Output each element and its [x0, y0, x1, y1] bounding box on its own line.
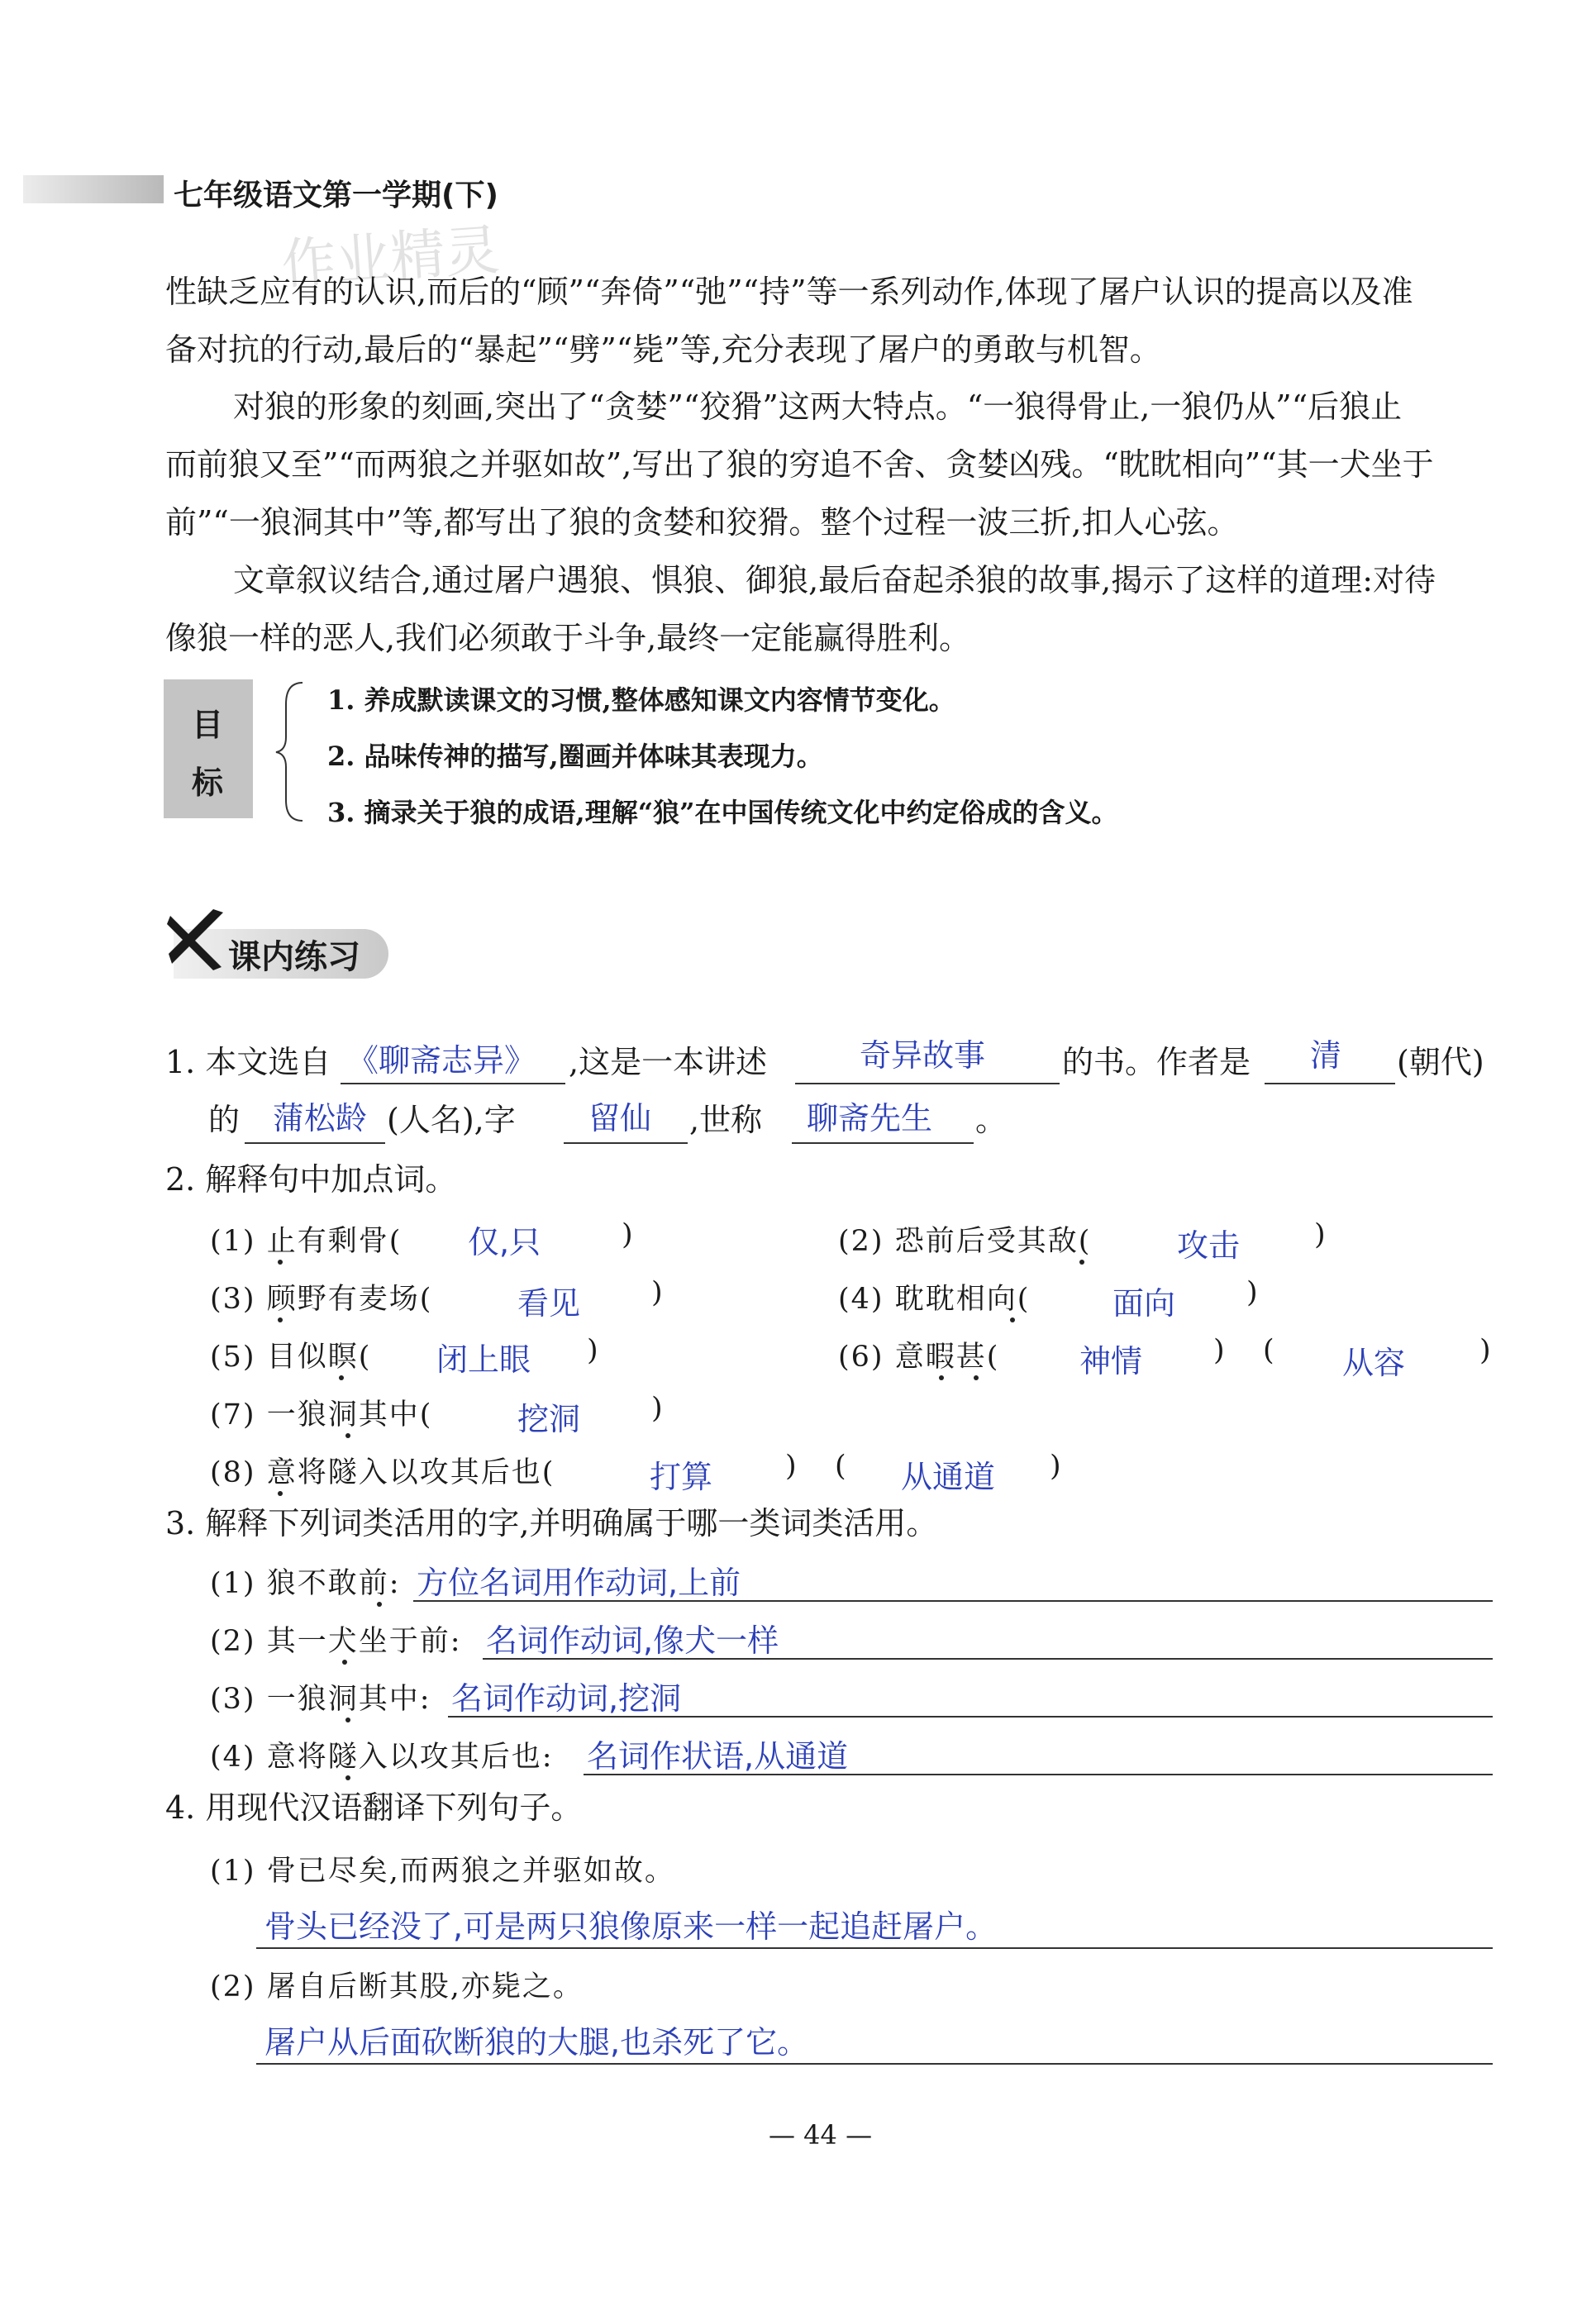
q2-close-5: ) [587, 1334, 598, 1367]
q1-blank-zi[interactable] [564, 1142, 688, 1144]
q1-text-d: (朝代) [1397, 1044, 1484, 1080]
q2-item-3: (3) 顾野有麦场( [210, 1283, 433, 1316]
q3-answer-line-3[interactable] [448, 1716, 1493, 1718]
q2-answer2-6: 从容 [1342, 1345, 1406, 1381]
q3-item-2: (2) 其一犬坐于前: [210, 1625, 462, 1658]
goal-item-3: 3. 摘录关于狼的成语,理解“狼”在中国传统文化中约定俗成的含义。 [327, 797, 1118, 828]
emphasis-dot [1010, 1317, 1015, 1322]
q1-blank-content[interactable] [795, 1083, 1060, 1084]
emphasis-dot [278, 1317, 283, 1322]
q3-answer-3: 名词作动词,挖洞 [451, 1680, 682, 1717]
q2-answer-7: 挖洞 [517, 1401, 581, 1437]
q4-answer-line-2[interactable] [256, 2063, 1493, 2065]
emphasis-dot [377, 1602, 382, 1607]
q1-text-a: 1. 本文选自 [165, 1044, 331, 1080]
q2-close2-6: ) [1479, 1334, 1491, 1367]
section-title: 课内练习 [228, 938, 360, 976]
q1-text-g: ,世称 [689, 1102, 763, 1138]
emphasis-dot [974, 1375, 979, 1380]
emphasis-dot [345, 1433, 350, 1438]
q3-item-4: (4) 意将隧入以攻其后也: [210, 1741, 554, 1774]
q2-item-4: (4) 耽耽相向( [838, 1283, 1031, 1316]
q2-close-1: ) [622, 1218, 633, 1251]
emphasis-dot [939, 1375, 944, 1380]
q1-blank-dynasty[interactable] [1265, 1083, 1395, 1084]
q3-answer-2: 名词作动词,像犬一样 [486, 1622, 779, 1659]
q2-open2-8: ( [835, 1450, 846, 1483]
q3-item-3: (3) 一狼洞其中: [210, 1683, 431, 1716]
q3-answer-1: 方位名词用作动词,上前 [417, 1565, 741, 1601]
emphasis-dot [345, 1718, 350, 1722]
q3-answer-line-2[interactable] [483, 1658, 1493, 1660]
q2-item-1: (1) 止有剩骨( [210, 1225, 403, 1258]
q2-answer-5: 闭上眼 [436, 1341, 531, 1378]
q3-answer-line-4[interactable] [584, 1774, 1493, 1775]
book-title: 七年级语文第一学期(下) [174, 179, 498, 212]
q2-close2-8: ) [1050, 1450, 1061, 1483]
header-gray-bar [23, 175, 164, 203]
analysis-p2-line2: 而前狼又至”“而两狼之并驱如故”,写出了狼的穷追不舍、贪婪凶残。“眈眈相向”“其一犬坐于 [165, 446, 1434, 483]
q2-item-6: (6) 意暇甚( [838, 1341, 1000, 1374]
goals-brace [274, 679, 307, 824]
page-number: — 44 — [769, 2119, 873, 2151]
analysis-p1-line1: 性缺乏应有的认识,而后的“顾”“奔倚”“弛”“持”等一系列动作,体现了屠户认识的提高以及准 [165, 274, 1413, 310]
q1-blank-source[interactable] [341, 1083, 565, 1084]
q1-blank-author[interactable] [245, 1142, 385, 1144]
q2-item-5: (5) 目似瞑( [210, 1341, 372, 1374]
q2-close-3: ) [651, 1276, 663, 1309]
q4-prompt: 4. 用现代汉语翻译下列句子。 [165, 1789, 583, 1826]
q1-text-f: (人名),字 [387, 1102, 516, 1138]
q1-text-b: ,这是一本讲述 [569, 1044, 768, 1080]
q2-close-8: ) [785, 1450, 797, 1483]
q4-answer-1: 骨头已经没了,可是两只狼像原来一样一起追赶屠户。 [264, 1908, 998, 1945]
q2-answer-2: 攻击 [1177, 1227, 1241, 1264]
q3-answer-4: 名词作状语,从通道 [587, 1738, 849, 1775]
q2-open2-6: ( [1263, 1334, 1274, 1367]
q2-answer-8: 打算 [650, 1459, 713, 1495]
q2-answer2-8: 从通道 [901, 1459, 996, 1495]
q1-text-c: 的书。作者是 [1062, 1044, 1251, 1080]
q1-answer-dynasty: 清 [1310, 1037, 1342, 1074]
q1-answer-zi: 留仙 [588, 1100, 652, 1136]
q2-item-8: (8) 意将隧入以攻其后也( [210, 1456, 555, 1489]
emphasis-dot [278, 1260, 283, 1265]
q2-answer-4: 面向 [1112, 1285, 1176, 1322]
emphasis-dot [339, 1375, 344, 1380]
q1-answer-source: 《聊斋志异》 [347, 1042, 536, 1079]
analysis-p3-line1: 文章叙议结合,通过屠户遇狼、惧狼、御狼,最后奋起杀狼的故事,揭示了这样的道理:对待 [233, 562, 1436, 598]
q4-answer-line-1[interactable] [256, 1947, 1493, 1949]
q3-answer-line-1[interactable] [413, 1600, 1493, 1602]
q2-item-7: (7) 一狼洞其中( [210, 1398, 433, 1432]
q2-close-7: ) [651, 1392, 663, 1425]
q1-text-e: 的 [208, 1102, 241, 1138]
q4-answer-2: 屠户从后面砍断狼的大腿,也杀死了它。 [264, 2024, 809, 2061]
emphasis-dot [342, 1660, 347, 1665]
q1-answer-author: 蒲松龄 [273, 1100, 368, 1136]
goal-item-2: 2. 品味传神的描写,圈画并体味其表现力。 [327, 741, 823, 772]
q1-text-h: 。 [975, 1102, 1008, 1138]
q2-close-6: ) [1213, 1334, 1225, 1367]
emphasis-dot [1079, 1260, 1084, 1265]
q3-item-1: (1) 狼不敢前: [210, 1567, 401, 1600]
q4-item-2: (2) 屠自后断其股,亦毙之。 [210, 1970, 584, 2003]
q2-item-2: (2) 恐前后受其敌( [838, 1225, 1092, 1258]
q3-prompt: 3. 解释下列词类活用的字,并明确属于哪一类词类活用。 [165, 1505, 938, 1541]
q2-close-2: ) [1314, 1218, 1326, 1251]
goals-label-1: 目 [192, 707, 224, 743]
q2-prompt: 2. 解释句中加点词。 [165, 1161, 457, 1198]
analysis-p2-line3: 前”“一狼洞其中”等,都写出了狼的贪婪和狡猾。整个过程一波三折,扣人心弦。 [165, 504, 1239, 541]
q2-close-4: ) [1246, 1276, 1258, 1309]
q2-answer-1: 仅,只 [468, 1224, 541, 1260]
q1-answer-title: 聊斋先生 [807, 1100, 933, 1136]
q4-item-1: (1) 骨已尽矣,而两狼之并驱如故。 [210, 1855, 675, 1888]
analysis-p2-line1: 对狼的形象的刻画,突出了“贪婪”“狡猾”这两大特点。“一狼得骨止,一狼仍从”“后狼止 [233, 388, 1403, 425]
analysis-p3-line2: 像狼一样的恶人,我们必须敢于斗争,最终一定能赢得胜利。 [165, 620, 971, 656]
q1-blank-title[interactable] [792, 1142, 974, 1144]
q1-answer-content: 奇异故事 [860, 1037, 986, 1074]
q2-answer-3: 看见 [517, 1285, 581, 1322]
analysis-p1-line2: 备对抗的行动,最后的“暴起”“劈”“毙”等,充分表现了屠户的勇敢与机智。 [165, 331, 1161, 368]
watermark: 作业精灵 [279, 217, 502, 298]
q2-answer-6: 神情 [1079, 1343, 1143, 1379]
pencil-cross-icon [164, 908, 230, 974]
goal-item-1: 1. 养成默读课文的习惯,整体感知课文内容情节变化。 [327, 684, 955, 716]
goals-label-2: 标 [192, 765, 224, 801]
